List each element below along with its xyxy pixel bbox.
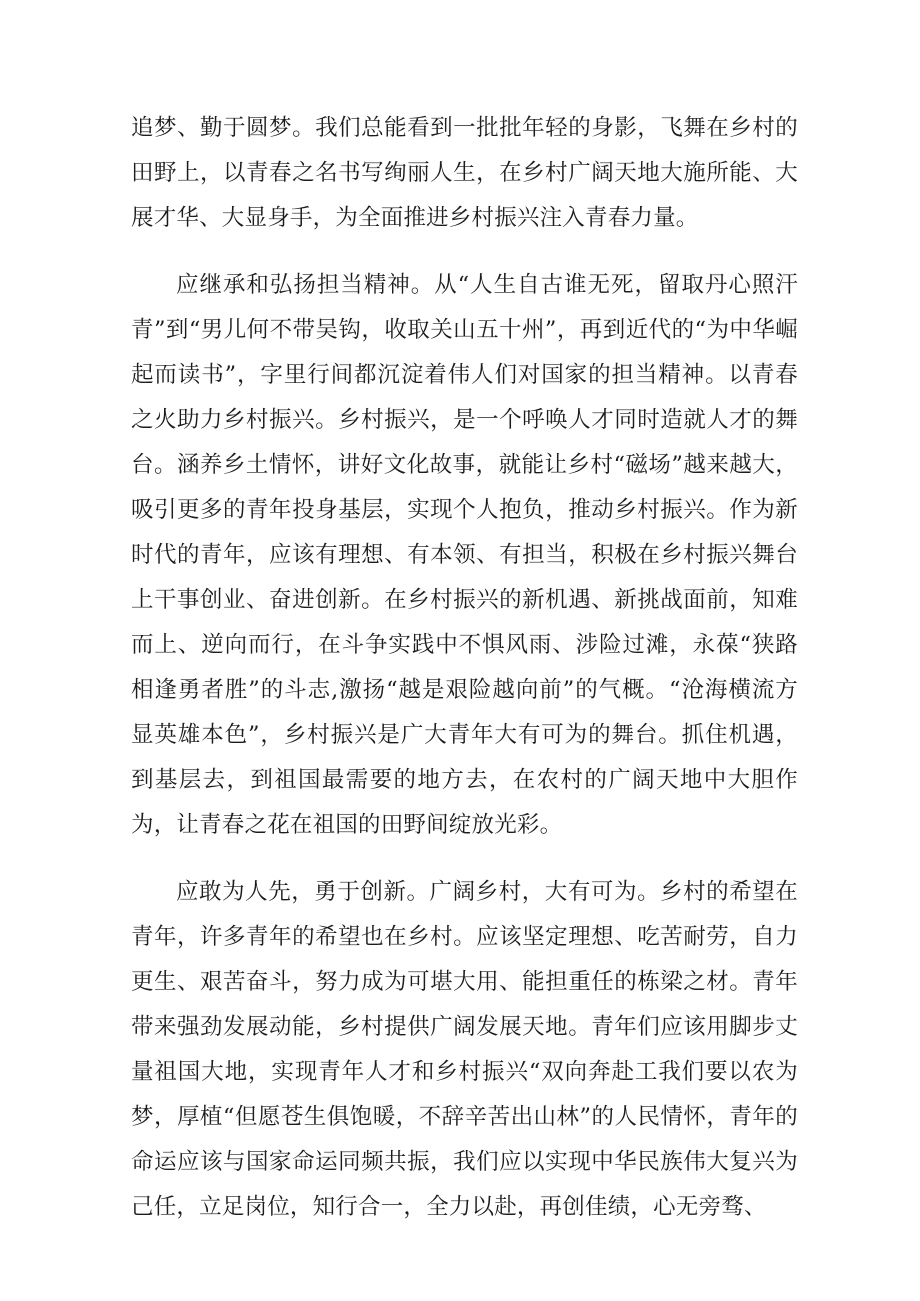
document-body — [131, 106, 798, 1230]
paragraph-innovation: 应敢为人先，勇于创新。广阔乡村，大有可为。乡村的希望在青年，许多青年的希望也在乡村。应该坚定理想、吃苦耐劳，自力更生、艰苦奋斗，努力成为可堪大用、能担重任的栋梁之材。青年带来强劲发展动能，乡村提供广阔发展天地。青年们应该用脚步丈量祖国大地，实现青年人才和乡村振兴“双向奔赴工我们要以农为梦，厚植“但愿苍生俱饱暖，不辞辛苦出山林”的人民情怀，青年的命运应该与国家命运同频共振，我们应以实现中华民族伟大复兴为己任，立足岗位，知行合一，全力以赴，再创佳绩，心无旁骛、 — [131, 879, 798, 1220]
paragraph-responsibility: 应继承和弘扬担当精神。从“人生自古谁无死，留取丹心照汗青”到“男儿何不带吴钩，收取关山五十州”，再到近代的“为中华崛起而读书”，字里行间都沉淀着伟人们对国家的担当精神。以青春之火助力乡村振兴。乡村振兴，是一个呼唤人才同时造就人才的舞台。涵养乡土情怀，讲好文化故事，就能让乡村“磁场”越来越大，吸引更多的青年投身基层，实现个人抱负，推动乡村振兴。作为新时代的青年，应该有理想、有本领、有担当，积极在乡村振兴舞台上干事创业、奋进创新。在乡村振兴的新机遇、新挑战面前，知难而上、逆向而行，在斗争实践中不惧风雨、涉险过滩，永葆“狭路相逢勇者胜”的斗志,激扬“越是艰险越向前”的气概。“沧海横流方显英雄本色”，乡村振兴是广大青年大有可为的舞台。抓住机遇，到基层去，到祖国最需要的地方去，在农村的广阔天地中大胆作为，让青春之花在祖国的田野间绽放光彩。 — [131, 272, 798, 838]
paragraph-continuation: 追梦、勤于圆梦。我们总能看到一批批年轻的身影，飞舞在乡村的田野上，以青春之名书写绚丽人生，在乡村广阔天地大施所能、大展才华、大显身手，为全面推进乡村振兴注入青春力量。 — [131, 115, 798, 231]
